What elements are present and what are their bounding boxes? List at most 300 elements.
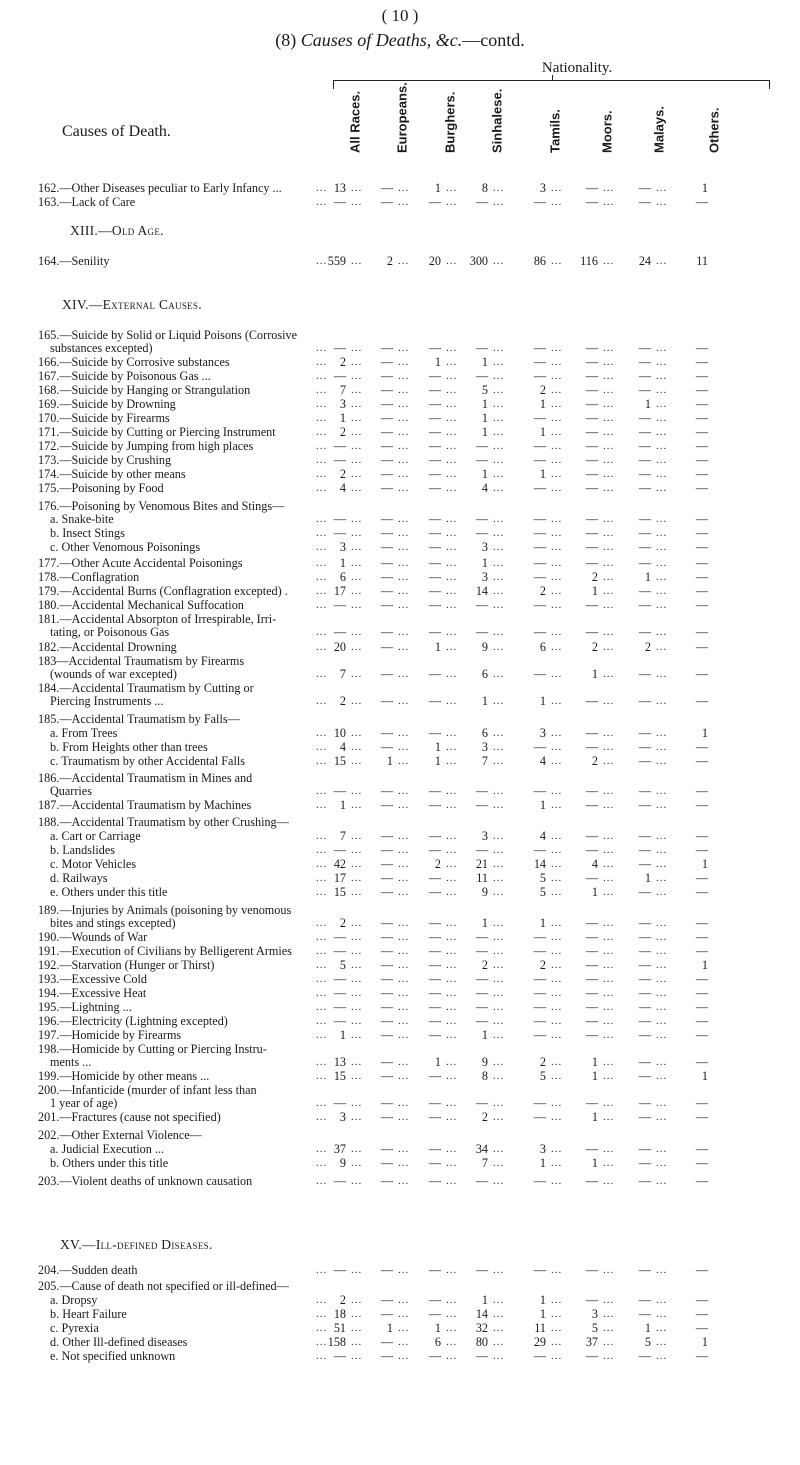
separator-dots: ... bbox=[493, 1001, 505, 1013]
cell-others: — bbox=[695, 944, 708, 958]
separator-dots: ... bbox=[603, 370, 615, 382]
separator-dots: ... bbox=[551, 398, 563, 410]
cell-allraces: — bbox=[333, 625, 346, 639]
separator-dots: ... bbox=[351, 440, 363, 452]
separator-dots: ... bbox=[398, 1143, 410, 1155]
leader-dots: ... bbox=[316, 571, 328, 583]
cell-others: — bbox=[695, 1142, 708, 1156]
cell-others: — bbox=[695, 526, 708, 540]
table-row bbox=[0, 328, 800, 342]
cell-burghers: 2 bbox=[434, 857, 441, 871]
cell-burghers: — bbox=[428, 383, 441, 397]
table-row bbox=[0, 871, 800, 885]
separator-dots: ... bbox=[603, 384, 615, 396]
cell-malays: 1 bbox=[644, 871, 651, 885]
cell-sinhalese: — bbox=[475, 843, 488, 857]
row-label: 201.—Fractures (cause not specified) bbox=[38, 1110, 221, 1124]
separator-dots: ... bbox=[398, 872, 410, 884]
separator-dots: ... bbox=[351, 1070, 363, 1082]
separator-dots: ... bbox=[351, 1111, 363, 1123]
separator-dots: ... bbox=[656, 599, 668, 611]
row-label: 166.—Suicide by Corrosive substances bbox=[38, 355, 230, 369]
separator-dots: ... bbox=[656, 830, 668, 842]
cell-allraces: — bbox=[333, 195, 346, 209]
cell-europeans: — bbox=[380, 1156, 393, 1170]
separator-dots: ... bbox=[656, 1111, 668, 1123]
cell-others: 1 bbox=[701, 958, 708, 972]
cell-europeans: — bbox=[380, 512, 393, 526]
separator-dots: ... bbox=[603, 398, 615, 410]
separator-dots: ... bbox=[603, 987, 615, 999]
cell-europeans: — bbox=[380, 1096, 393, 1110]
separator-dots: ... bbox=[551, 454, 563, 466]
leader-dots: ... bbox=[316, 1175, 328, 1187]
separator-dots: ... bbox=[398, 626, 410, 638]
separator-dots: ... bbox=[351, 1015, 363, 1027]
table-row bbox=[0, 930, 800, 944]
cell-malays: — bbox=[638, 1055, 651, 1069]
cell-sinhalese: 1 bbox=[481, 467, 488, 481]
leader-dots: ... bbox=[316, 987, 328, 999]
row-label: e. Not specified unknown bbox=[50, 1349, 176, 1363]
cell-sinhalese: 3 bbox=[481, 740, 488, 754]
cell-tamils: 29 bbox=[533, 1335, 546, 1349]
cell-europeans: — bbox=[380, 986, 393, 1000]
separator-dots: ... bbox=[656, 196, 668, 208]
cell-sinhalese: — bbox=[475, 944, 488, 958]
leader-dots: ... bbox=[316, 255, 328, 267]
cell-allraces: 2 bbox=[339, 425, 346, 439]
cell-tamils: — bbox=[533, 667, 546, 681]
column-header-sinhalese: Sinhalese. bbox=[489, 88, 505, 153]
cell-burghers: — bbox=[428, 958, 441, 972]
table-row bbox=[0, 1142, 800, 1156]
separator-dots: ... bbox=[551, 987, 563, 999]
cell-sinhalese: 7 bbox=[481, 1156, 488, 1170]
separator-dots: ... bbox=[446, 412, 458, 424]
cell-burghers: — bbox=[428, 625, 441, 639]
cell-burghers: — bbox=[428, 526, 441, 540]
cell-malays: — bbox=[638, 453, 651, 467]
cell-tamils: 4 bbox=[539, 754, 546, 768]
separator-dots: ... bbox=[493, 1015, 505, 1027]
separator-dots: ... bbox=[493, 342, 505, 354]
separator-dots: ... bbox=[398, 785, 410, 797]
cell-burghers: 20 bbox=[428, 254, 441, 268]
row-label: c. Pyrexia bbox=[50, 1321, 99, 1335]
cell-tamils: — bbox=[533, 843, 546, 857]
cell-europeans: 1 bbox=[386, 1321, 393, 1335]
cell-allraces: 15 bbox=[333, 1069, 346, 1083]
cell-tamils: — bbox=[533, 540, 546, 554]
separator-dots: ... bbox=[603, 1001, 615, 1013]
cell-tamils: — bbox=[533, 411, 546, 425]
separator-dots: ... bbox=[551, 695, 563, 707]
separator-dots: ... bbox=[351, 1143, 363, 1155]
separator-dots: ... bbox=[446, 799, 458, 811]
table-row bbox=[0, 712, 800, 726]
section-heading-xiii: XIII.—Old Age. bbox=[70, 223, 164, 238]
cell-moors: 4 bbox=[591, 857, 598, 871]
separator-dots: ... bbox=[551, 370, 563, 382]
cell-burghers: — bbox=[428, 1096, 441, 1110]
cell-malays: 1 bbox=[644, 397, 651, 411]
cell-moors: — bbox=[585, 369, 598, 383]
cell-europeans: — bbox=[380, 383, 393, 397]
separator-dots: ... bbox=[398, 1350, 410, 1362]
cell-moors: 1 bbox=[591, 1055, 598, 1069]
table-row bbox=[0, 1156, 800, 1170]
cell-burghers: — bbox=[428, 726, 441, 740]
separator-dots: ... bbox=[551, 1029, 563, 1041]
table-row bbox=[0, 411, 800, 425]
row-label: 195.—Lightning ... bbox=[38, 1000, 132, 1014]
cell-moors: 1 bbox=[591, 1069, 598, 1083]
cell-europeans: — bbox=[380, 798, 393, 812]
separator-dots: ... bbox=[493, 454, 505, 466]
row-label: 181.—Accidental Absorpton of Irrespirable, Irri- bbox=[38, 612, 277, 626]
cell-burghers: — bbox=[428, 1349, 441, 1363]
separator-dots: ... bbox=[398, 196, 410, 208]
cell-malays: 5 bbox=[644, 1335, 651, 1349]
separator-dots: ... bbox=[398, 398, 410, 410]
cell-allraces: 1 bbox=[339, 798, 346, 812]
leader-dots: ... bbox=[316, 785, 328, 797]
separator-dots: ... bbox=[493, 1294, 505, 1306]
separator-dots: ... bbox=[493, 945, 505, 957]
separator-dots: ... bbox=[493, 959, 505, 971]
separator-dots: ... bbox=[446, 945, 458, 957]
separator-dots: ... bbox=[603, 342, 615, 354]
separator-dots: ... bbox=[351, 356, 363, 368]
separator-dots: ... bbox=[603, 196, 615, 208]
cell-europeans: 2 bbox=[386, 254, 393, 268]
separator-dots: ... bbox=[493, 668, 505, 680]
row-label: 167.—Suicide by Poisonous Gas ... bbox=[38, 369, 211, 383]
separator-dots: ... bbox=[551, 342, 563, 354]
row-label: a. Judicial Execution ... bbox=[50, 1142, 165, 1156]
leader-dots: ... bbox=[316, 858, 328, 870]
cell-moors: — bbox=[585, 798, 598, 812]
cell-allraces: — bbox=[333, 439, 346, 453]
separator-dots: ... bbox=[603, 599, 615, 611]
cell-tamils: 2 bbox=[539, 958, 546, 972]
leader-dots: ... bbox=[316, 1001, 328, 1013]
separator-dots: ... bbox=[656, 1015, 668, 1027]
table-row bbox=[0, 654, 800, 668]
table-row bbox=[0, 726, 800, 740]
separator-dots: ... bbox=[656, 571, 668, 583]
separator-dots: ... bbox=[493, 412, 505, 424]
table-row bbox=[0, 1042, 800, 1056]
cell-allraces: 2 bbox=[339, 355, 346, 369]
cell-europeans: 1 bbox=[386, 754, 393, 768]
separator-dots: ... bbox=[493, 1111, 505, 1123]
cell-europeans: — bbox=[380, 526, 393, 540]
cell-others: — bbox=[695, 453, 708, 467]
row-label: a. Snake-bite bbox=[50, 512, 114, 526]
separator-dots: ... bbox=[656, 886, 668, 898]
cell-allraces: — bbox=[333, 972, 346, 986]
cell-sinhalese: — bbox=[475, 1096, 488, 1110]
table-row bbox=[0, 540, 800, 554]
separator-dots: ... bbox=[656, 1029, 668, 1041]
cell-others: — bbox=[695, 667, 708, 681]
cell-burghers: — bbox=[428, 944, 441, 958]
table-row bbox=[0, 369, 800, 383]
separator-dots: ... bbox=[398, 741, 410, 753]
cell-burghers: — bbox=[428, 453, 441, 467]
leader-dots: ... bbox=[316, 844, 328, 856]
separator-dots: ... bbox=[656, 668, 668, 680]
separator-dots: ... bbox=[603, 830, 615, 842]
cell-burghers: — bbox=[428, 512, 441, 526]
cell-malays: 1 bbox=[644, 570, 651, 584]
cell-europeans: — bbox=[380, 181, 393, 195]
cell-sinhalese: 1 bbox=[481, 425, 488, 439]
cell-others: — bbox=[695, 986, 708, 1000]
cell-sinhalese: — bbox=[475, 341, 488, 355]
cell-tamils: — bbox=[533, 1174, 546, 1188]
cell-sinhalese: 34 bbox=[475, 1142, 488, 1156]
table-row bbox=[0, 556, 800, 570]
separator-dots: ... bbox=[493, 571, 505, 583]
separator-dots: ... bbox=[446, 1264, 458, 1276]
row-label: c. Traumatism by other Accidental Falls bbox=[50, 754, 245, 768]
cell-malays: 2 bbox=[644, 640, 651, 654]
cell-burghers: — bbox=[428, 439, 441, 453]
cell-others: — bbox=[695, 694, 708, 708]
cell-others: — bbox=[695, 1307, 708, 1321]
separator-dots: ... bbox=[603, 513, 615, 525]
cell-moors: — bbox=[585, 467, 598, 481]
separator-dots: ... bbox=[446, 370, 458, 382]
leader-dots: ... bbox=[316, 1157, 328, 1169]
separator-dots: ... bbox=[603, 585, 615, 597]
separator-dots: ... bbox=[551, 727, 563, 739]
separator-dots: ... bbox=[351, 342, 363, 354]
leader-dots: ... bbox=[316, 741, 328, 753]
leader-dots: ... bbox=[316, 426, 328, 438]
separator-dots: ... bbox=[656, 1097, 668, 1109]
separator-dots: ... bbox=[398, 585, 410, 597]
cell-allraces: 7 bbox=[339, 383, 346, 397]
cell-others: — bbox=[695, 439, 708, 453]
separator-dots: ... bbox=[493, 370, 505, 382]
cell-malays: — bbox=[638, 625, 651, 639]
separator-dots: ... bbox=[398, 858, 410, 870]
cell-sinhalese: — bbox=[475, 1349, 488, 1363]
cell-allraces: 15 bbox=[333, 885, 346, 899]
separator-dots: ... bbox=[656, 1056, 668, 1068]
separator-dots: ... bbox=[446, 1097, 458, 1109]
cell-allraces: — bbox=[333, 512, 346, 526]
cell-sinhalese: 1 bbox=[481, 397, 488, 411]
table-row bbox=[0, 1279, 800, 1293]
cell-sinhalese: 8 bbox=[481, 181, 488, 195]
row-label: 168.—Suicide by Hanging or Strangulation bbox=[38, 383, 251, 397]
cell-moors: — bbox=[585, 1096, 598, 1110]
row-label: 172.—Suicide by Jumping from high places bbox=[38, 439, 254, 453]
separator-dots: ... bbox=[551, 599, 563, 611]
cell-others: 1 bbox=[701, 726, 708, 740]
table-row bbox=[0, 1110, 800, 1124]
separator-dots: ... bbox=[493, 398, 505, 410]
row-label: 199.—Homicide by other means ... bbox=[38, 1069, 210, 1083]
cell-tamils: — bbox=[533, 1263, 546, 1277]
separator-dots: ... bbox=[398, 799, 410, 811]
separator-dots: ... bbox=[493, 872, 505, 884]
cell-moors: 1 bbox=[591, 1110, 598, 1124]
cell-europeans: — bbox=[380, 584, 393, 598]
cell-europeans: — bbox=[380, 972, 393, 986]
cell-sinhalese: — bbox=[475, 784, 488, 798]
cell-others: — bbox=[695, 369, 708, 383]
cell-allraces: 1 bbox=[339, 556, 346, 570]
cell-tamils: — bbox=[533, 341, 546, 355]
separator-dots: ... bbox=[656, 945, 668, 957]
separator-dots: ... bbox=[351, 626, 363, 638]
cell-moors: — bbox=[585, 916, 598, 930]
cell-moors: 1 bbox=[591, 885, 598, 899]
cell-malays: — bbox=[638, 972, 651, 986]
separator-dots: ... bbox=[603, 426, 615, 438]
separator-dots: ... bbox=[351, 1175, 363, 1187]
cell-allraces: 18 bbox=[333, 1307, 346, 1321]
leader-dots: ... bbox=[316, 1308, 328, 1320]
cell-allraces: — bbox=[333, 453, 346, 467]
cell-malays: 24 bbox=[638, 254, 651, 268]
separator-dots: ... bbox=[603, 917, 615, 929]
separator-dots: ... bbox=[603, 412, 615, 424]
cell-europeans: — bbox=[380, 425, 393, 439]
cell-burghers: — bbox=[428, 1028, 441, 1042]
cell-burghers: — bbox=[428, 584, 441, 598]
leader-dots: ... bbox=[316, 454, 328, 466]
cell-sinhalese: 1 bbox=[481, 694, 488, 708]
cell-sinhalese: 80 bbox=[475, 1335, 488, 1349]
cell-allraces: 3 bbox=[339, 397, 346, 411]
cell-malays: — bbox=[638, 195, 651, 209]
separator-dots: ... bbox=[656, 1143, 668, 1155]
cell-burghers: — bbox=[428, 1142, 441, 1156]
row-label: c. Other Venomous Poisonings bbox=[50, 540, 201, 554]
separator-dots: ... bbox=[551, 513, 563, 525]
separator-dots: ... bbox=[398, 571, 410, 583]
separator-dots: ... bbox=[656, 858, 668, 870]
separator-dots: ... bbox=[446, 182, 458, 194]
table-row bbox=[0, 625, 800, 639]
cell-sinhalese: — bbox=[475, 453, 488, 467]
cell-others: — bbox=[695, 481, 708, 495]
separator-dots: ... bbox=[398, 1097, 410, 1109]
cell-sinhalese: 9 bbox=[481, 885, 488, 899]
row-label: 196.—Electricity (Lightning excepted) bbox=[38, 1014, 228, 1028]
separator-dots: ... bbox=[351, 1056, 363, 1068]
cell-others: — bbox=[695, 1349, 708, 1363]
separator-dots: ... bbox=[656, 872, 668, 884]
cell-burghers: — bbox=[428, 784, 441, 798]
cell-tamils: 1 bbox=[539, 1156, 546, 1170]
separator-dots: ... bbox=[656, 384, 668, 396]
cell-sinhalese: 2 bbox=[481, 958, 488, 972]
cell-europeans: — bbox=[380, 1000, 393, 1014]
cell-sinhalese: — bbox=[475, 1174, 488, 1188]
row-label: bites and stings excepted) bbox=[50, 916, 176, 930]
row-label: d. Railways bbox=[50, 871, 108, 885]
cell-others: — bbox=[695, 397, 708, 411]
table-row bbox=[0, 584, 800, 598]
cell-allraces: 3 bbox=[339, 540, 346, 554]
cell-allraces: 9 bbox=[339, 1156, 346, 1170]
separator-dots: ... bbox=[493, 917, 505, 929]
separator-dots: ... bbox=[398, 1294, 410, 1306]
cell-moors: — bbox=[585, 843, 598, 857]
row-label: 202.—Other External Violence— bbox=[38, 1128, 202, 1142]
separator-dots: ... bbox=[493, 1157, 505, 1169]
separator-dots: ... bbox=[398, 468, 410, 480]
cell-allraces: — bbox=[333, 598, 346, 612]
separator-dots: ... bbox=[493, 695, 505, 707]
cell-others: 1 bbox=[701, 181, 708, 195]
cell-tamils: — bbox=[533, 195, 546, 209]
cell-burghers: 1 bbox=[434, 355, 441, 369]
table-row bbox=[0, 815, 800, 829]
separator-dots: ... bbox=[603, 1111, 615, 1123]
separator-dots: ... bbox=[398, 1015, 410, 1027]
cell-burghers: — bbox=[428, 829, 441, 843]
cell-europeans: — bbox=[380, 341, 393, 355]
separator-dots: ... bbox=[351, 755, 363, 767]
table-row bbox=[0, 526, 800, 540]
row-label: 175.—Poisoning by Food bbox=[38, 481, 164, 495]
separator-dots: ... bbox=[446, 917, 458, 929]
cell-europeans: — bbox=[380, 556, 393, 570]
table-row bbox=[0, 1335, 800, 1349]
cell-tamils: 3 bbox=[539, 1142, 546, 1156]
row-label: 163.—Lack of Care bbox=[38, 195, 136, 209]
separator-dots: ... bbox=[603, 959, 615, 971]
row-label: 173.—Suicide by Crushing bbox=[38, 453, 172, 467]
separator-dots: ... bbox=[493, 755, 505, 767]
cell-tamils: 2 bbox=[539, 383, 546, 397]
separator-dots: ... bbox=[603, 1070, 615, 1082]
separator-dots: ... bbox=[493, 527, 505, 539]
cell-moors: — bbox=[585, 740, 598, 754]
cell-allraces: 51 bbox=[333, 1321, 346, 1335]
row-label: 191.—Execution of Civilians by Belligerent Armies bbox=[38, 944, 292, 958]
separator-dots: ... bbox=[351, 527, 363, 539]
cell-others: — bbox=[695, 829, 708, 843]
cell-allraces: 42 bbox=[333, 857, 346, 871]
row-label: b. Heart Failure bbox=[50, 1307, 127, 1321]
separator-dots: ... bbox=[446, 626, 458, 638]
page-title: (8) Causes of Deaths, &c.—contd. bbox=[275, 30, 525, 50]
cell-burghers: — bbox=[428, 341, 441, 355]
separator-dots: ... bbox=[493, 440, 505, 452]
cell-malays: — bbox=[638, 1142, 651, 1156]
cell-others: — bbox=[695, 916, 708, 930]
cell-moors: — bbox=[585, 726, 598, 740]
separator-dots: ... bbox=[603, 641, 615, 653]
cell-burghers: — bbox=[428, 467, 441, 481]
cell-sinhalese: 7 bbox=[481, 754, 488, 768]
cell-sinhalese: — bbox=[475, 986, 488, 1000]
cell-sinhalese: — bbox=[475, 195, 488, 209]
cell-others: — bbox=[695, 598, 708, 612]
table-row bbox=[0, 612, 800, 626]
cell-sinhalese: 1 bbox=[481, 1293, 488, 1307]
